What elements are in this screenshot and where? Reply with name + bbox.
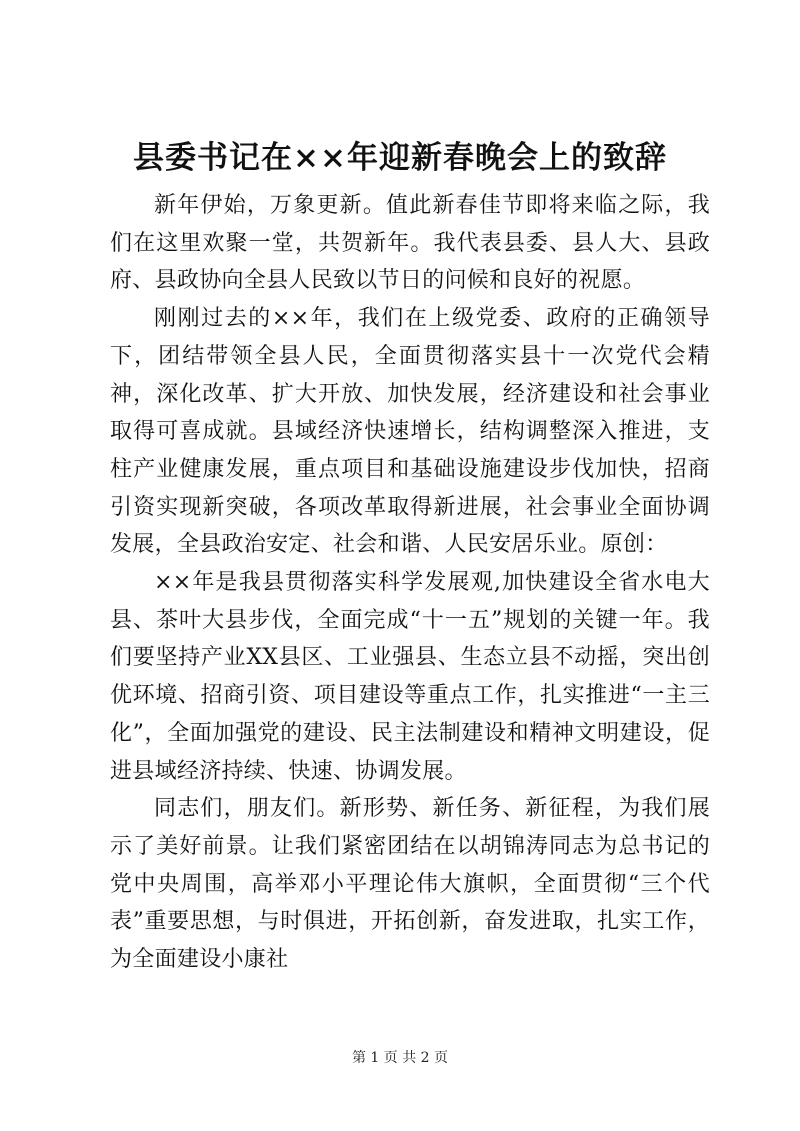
document-body [110, 187, 710, 979]
paragraph: 同志们，朋友们。新形势、新任务、新征程，为我们展示了美好前景。让我们紧密团结在以胡锦涛同志为总书记的党中央周围，高举邓小平理论伟大旗帜，全面贯彻“三个代表”重要思想，与时俱进，开拓创新，奋发进取，扎实工作，为全面建设小康社 [110, 796, 710, 973]
page-footer: 第 1 页 共 2 页 [351, 1050, 449, 1066]
paragraph: 新年伊始，万象更新。值此新春佳节即将来临之际，我们在这里欢聚一堂，共贺新年。我代表县委、县人大、县政府、县政协向全县人民致以节日的问候和良好的祝愿。 [110, 193, 710, 294]
paragraph: 刚刚过去的××年，我们在上级党委、政府的正确领导下，团结带领全县人民，全面贯彻落实县十一次党代会精神，深化改革、扩大开放、加快发展，经济建设和社会事业取得可喜成就。县域经济快速增长，结构调整深入推进，支柱产业健康发展，重点项目和基础设施建设步伐加快，招商引资实现新突破，各项改革取得新进展，社会事业全面协调发展，全县政治安定、社会和谐、人民安居乐业。原创： [110, 306, 710, 558]
document-title: 县委书记在××年迎新春晚会上的致辞 [133, 140, 667, 176]
paragraph: ××年是我县贯彻落实科学发展观,加快建设全省水电大县、茶叶大县步伐，全面完成“十一五”规划的关键一年。我们要坚持产业XX县区、工业强县、生态立县不动摇，突出创优环境、招商引资、项目建设等重点工作，扎实推进“一主三化”，全面加强党的建设、民主法制建设和精神文明建设，促进县域经济持续、快速、协调发展。 [110, 570, 710, 784]
